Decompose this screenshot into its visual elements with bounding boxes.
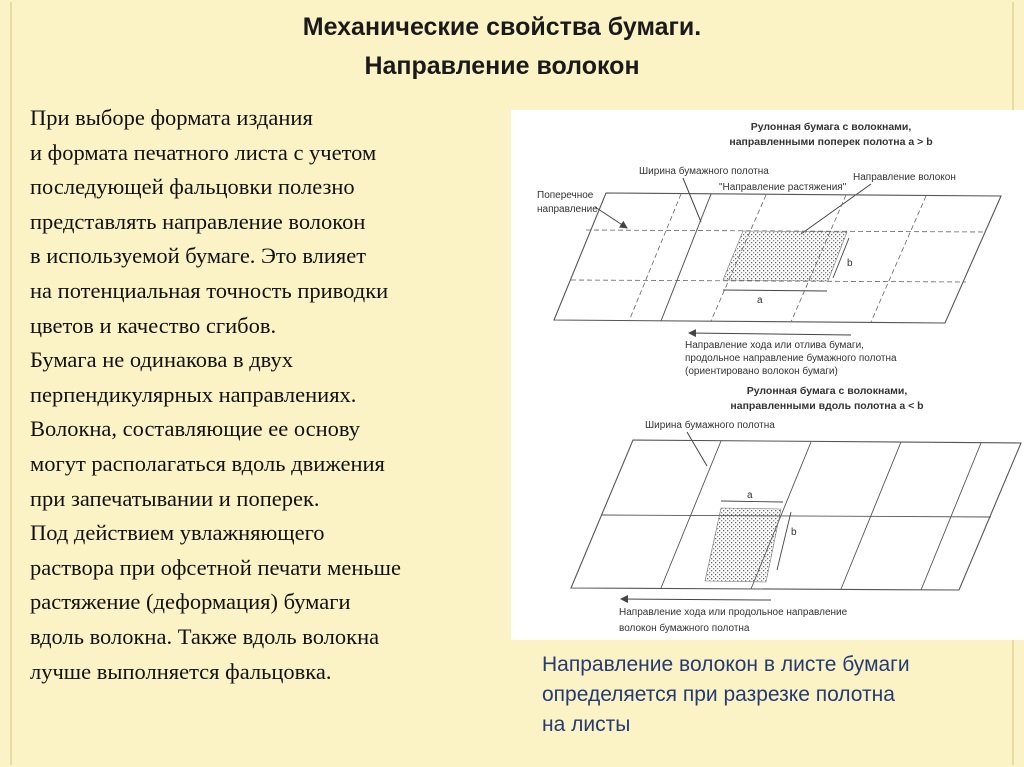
- bottom-heading-1: Рулонная бумага с волокнами,: [746, 385, 908, 397]
- bottom-diagram: [571, 385, 1021, 634]
- top-dim-a-line: [723, 290, 827, 291]
- body-line: цветов и качество сгибов.: [30, 312, 277, 338]
- bottom-caption-1: Направление хода или продольное направление: [619, 607, 848, 618]
- body-line: При выборе формата издания: [30, 105, 313, 130]
- top-caption-3: (ориентировано волокон бумаги): [685, 366, 838, 377]
- body-line: растяжение (деформация) бумаги: [30, 589, 351, 615]
- top-cross-arrow: [595, 207, 627, 228]
- top-sheet: [723, 231, 847, 281]
- body-line: вдоль волокна. Также вдоль волокна: [30, 623, 380, 649]
- title-line-1: Механические свойства бумаги.: [302, 13, 702, 41]
- body-line: Под действием увлажняющего: [30, 520, 325, 546]
- top-caption-1: Направление хода или отлива бумаги,: [685, 340, 864, 351]
- top-dim-b: b: [847, 258, 853, 269]
- body-line: раствора при офсетной печати меньше: [30, 554, 401, 580]
- diagram-svg: [511, 110, 1024, 640]
- bottom-sheet: [705, 508, 781, 582]
- bottom-cut-line: [601, 515, 991, 517]
- bottom-dim-a: a: [747, 490, 753, 501]
- top-label-width: Ширина бумажного полотна: [639, 166, 769, 177]
- body-line: Бумага не одинакова в двух: [30, 347, 294, 373]
- caption-line-2: определяется при разрезке полотна: [542, 683, 895, 706]
- bottom-dim-b: b: [791, 527, 797, 538]
- caption-line-3: на листы: [542, 713, 631, 736]
- top-heading-1: Рулонная бумага с волокнами,: [750, 121, 912, 133]
- bottom-heading-2: направленными вдоль полотна a < b: [730, 400, 924, 412]
- top-label-cross-2: направление: [537, 204, 598, 215]
- body-line: Волокна, составляющие ее основу: [30, 416, 361, 442]
- body-line: и формата печатного листа с учетом: [30, 139, 377, 165]
- top-width-pointer: [683, 178, 701, 222]
- body-line: при запечатывании и поперек.: [30, 485, 320, 511]
- body-line: перпендикулярных направлениях.: [30, 381, 357, 407]
- body-line: представлять направление волокон: [30, 208, 366, 234]
- bottom-label-width: Ширина бумажного полотна: [645, 420, 775, 431]
- body-line: на потенциальная точность приводки: [30, 277, 389, 303]
- top-diagram: [537, 121, 1001, 377]
- top-cut-line: [629, 194, 681, 321]
- title-line-2: Направление волокон: [364, 52, 640, 80]
- bottom-dim-a-line: [721, 501, 783, 502]
- top-label-fibers: Направление волокон: [853, 172, 956, 183]
- body-line: лучше выполняется фальцовка.: [30, 658, 332, 684]
- figure-caption: [542, 650, 1012, 740]
- top-web-edge: [661, 194, 711, 321]
- body-line: могут располагаться вдоль движения: [30, 450, 385, 476]
- body-line: в используемой бумаге. Это влияет: [30, 243, 367, 269]
- bottom-caption-2: волокон бумажного полотна: [619, 623, 750, 634]
- top-caption-2: продольное направление бумажного полотна: [685, 353, 897, 364]
- caption-line-1: Направление волокон в листе бумаги: [542, 653, 910, 676]
- top-direction-arrow: [689, 333, 851, 335]
- bottom-cut-line: [841, 442, 901, 589]
- top-label-stretch: "Направление растяжения": [719, 182, 847, 193]
- body-line: последующей фальцовки полезно: [30, 174, 355, 200]
- bottom-width-pointer: [687, 432, 707, 466]
- top-heading-2: направленными поперек полотна a > b: [729, 136, 933, 148]
- top-label-cross-1: Поперечное: [537, 190, 594, 201]
- slide-title: [0, 8, 1024, 86]
- bottom-direction-arrow: [621, 599, 771, 600]
- top-cut-line: [871, 196, 926, 322]
- paper-fiber-diagram: [511, 110, 1024, 640]
- body-text: [30, 101, 510, 689]
- top-dim-a: a: [757, 295, 763, 306]
